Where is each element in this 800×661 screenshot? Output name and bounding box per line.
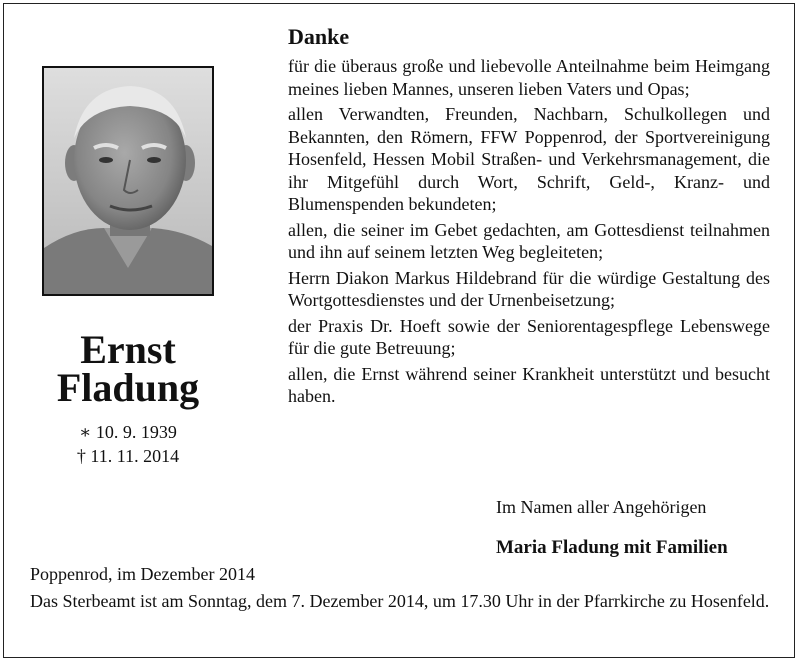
funeral-notice: Das Sterbeamt ist am Sonntag, dem 7. Dezember 2014, um 17.30 Uhr in der Pfarrkirche zu Hosenfeld. bbox=[30, 591, 770, 611]
last-name: Fladung bbox=[56, 365, 200, 410]
death-date: † 11. 11. 2014 bbox=[76, 446, 180, 466]
thanks-paragraph: allen Verwandten, Freunden, Nachbarn, Schulkollegen und Bekannten, den Römern, FFW Poppenrod, der Sportvereinigung Hosenfeld, Hessen Mobil Straßen- und Verkehrsmanagement, die ihr Mitgefühl durch Wort, Schrift, Geld-, Kranz- und Blumenspenden bekundeten; bbox=[288, 104, 770, 214]
signature-name: Maria Fladung mit Familien bbox=[496, 537, 728, 558]
thanks-paragraph: für die überaus große und liebevolle Anteilnahme beim Heimgang meines lieben Mannes, unseren lieben Vaters und Opas; bbox=[288, 56, 770, 99]
place-date: Poppenrod, im Dezember 2014 bbox=[30, 564, 255, 584]
thanks-paragraph: Herrn Diakon Markus Hildebrand für die würdige Gestaltung des Wortgottesdienstes und der Urnenbeisetzung; bbox=[288, 267, 770, 310]
portrait-photo bbox=[42, 66, 214, 296]
signature-intro: Im Namen aller Angehörigen bbox=[496, 497, 707, 517]
birth-date: ∗ 10. 9. 1939 bbox=[79, 422, 177, 442]
thanks-section bbox=[288, 24, 770, 411]
first-name: Ernst bbox=[80, 327, 176, 372]
thanks-paragraph: der Praxis Dr. Hoeft sowie der Seniorentagespflege Lebenswege für die gute Betreuung; bbox=[288, 315, 770, 358]
thanks-paragraph: allen, die seiner im Gebet gedachten, am Gottesdienst teilnahmen und ihn auf seinem letzten Weg begleiteten; bbox=[288, 219, 770, 262]
thanks-paragraph: allen, die Ernst während seiner Krankheit unterstützt und besucht haben. bbox=[288, 363, 770, 406]
life-dates bbox=[40, 420, 216, 468]
thanks-heading: Danke bbox=[288, 24, 350, 49]
